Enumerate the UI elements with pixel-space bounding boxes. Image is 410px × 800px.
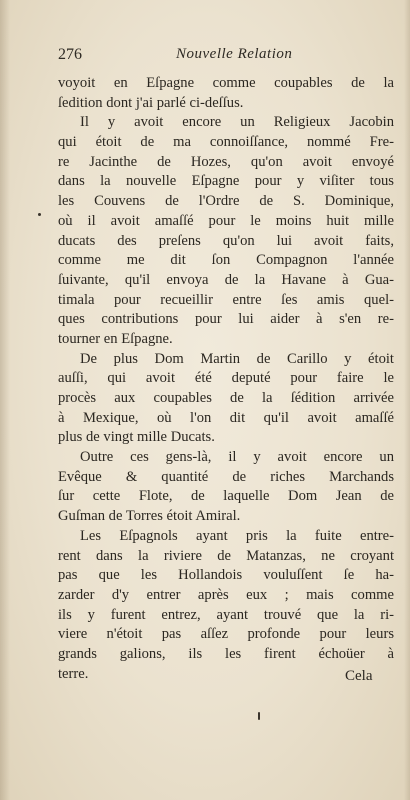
paragraph [58, 113, 394, 349]
text-line: pas que les Hollandois vouluſſent ſe ha- [58, 567, 394, 584]
text-line: tourner en Eſpagne. [58, 330, 173, 347]
ink-speck [258, 712, 260, 720]
text-line: les Couvens de l'Ordre de S. Dominique, [58, 193, 394, 210]
text-line: ils y furent entrez, ayant trouvé que la ri- [58, 606, 394, 623]
text-line: dans la nouvelle Eſpagne pour y viſiter tous [58, 173, 394, 190]
catchword: Cela [345, 668, 373, 684]
text-line: rent dans la riviere de Matanzas, ne croyant [58, 547, 394, 564]
text-line: De plus Dom Martin de Carillo y étoit [80, 350, 394, 367]
text-line: comme me dit ſon Compagnon l'année [58, 252, 394, 269]
page-body-text [58, 74, 394, 684]
paragraph [58, 527, 394, 685]
text-line: viere n'étoit pas aſſez profonde pour leurs [58, 626, 394, 643]
text-line: grands galions, ils les firent échoüer à [58, 645, 394, 662]
text-line: Evêque & quantité de riches Marchands [58, 468, 394, 485]
text-line: zarder d'y entrer après eux ; mais comme [58, 586, 394, 603]
paragraph [58, 350, 394, 448]
page-edge-shadow [404, 0, 410, 800]
page-header [58, 46, 390, 66]
text-line: ſuivante, qu'il envoya de la Havane à Gua- [58, 271, 394, 288]
text-line: terre. [58, 665, 89, 682]
text-line: à Mexique, où l'on dit qu'il avoit amaſſé [58, 409, 394, 426]
text-line: re Jacinthe de Hozes, qu'on avoit envoyé [58, 153, 394, 170]
page-gutter-shadow [0, 0, 10, 800]
text-line: Outre ces gens-là, il y avoit encore un [80, 449, 394, 466]
text-line: ducats des preſens qu'on lui avoit faits, [58, 232, 394, 249]
text-line: ſedition dont j'ai parlé ci-deſſus. [58, 94, 244, 111]
text-line: ques contributions pour lui aider à s'en re- [58, 311, 394, 328]
text-line: plus de vingt mille Ducats. [58, 429, 215, 446]
text-line: voyoit en Eſpagne comme coupables de la [58, 75, 394, 91]
text-line: Les Eſpagnols ayant pris la fuite entre- [80, 527, 394, 544]
margin-ink-speck [38, 213, 41, 216]
running-title: Nouvelle Relation [176, 46, 293, 62]
text-line: Guſman de Torres étoit Amiral. [58, 508, 241, 525]
text-line: procès aux coupables de la ſédition arrivée [58, 390, 394, 406]
text-line: où il avoit amaſſé pour le moins huit mille [58, 212, 394, 229]
page-number: 276 [58, 46, 82, 63]
text-line: timala pour recueillir entre ſes amis quel- [58, 291, 394, 308]
paragraph [58, 448, 394, 527]
text-line: auſſi, qui avoit été deputé pour faire le [58, 370, 394, 387]
text-line: Il y avoit encore un Religieux Jacobin [80, 114, 394, 131]
paragraph [58, 74, 394, 113]
text-line: ſur cette Flote, de laquelle Dom Jean de [58, 488, 394, 505]
text-line: qui étoit de ma connoiſſance, nommé Fre- [58, 134, 394, 151]
